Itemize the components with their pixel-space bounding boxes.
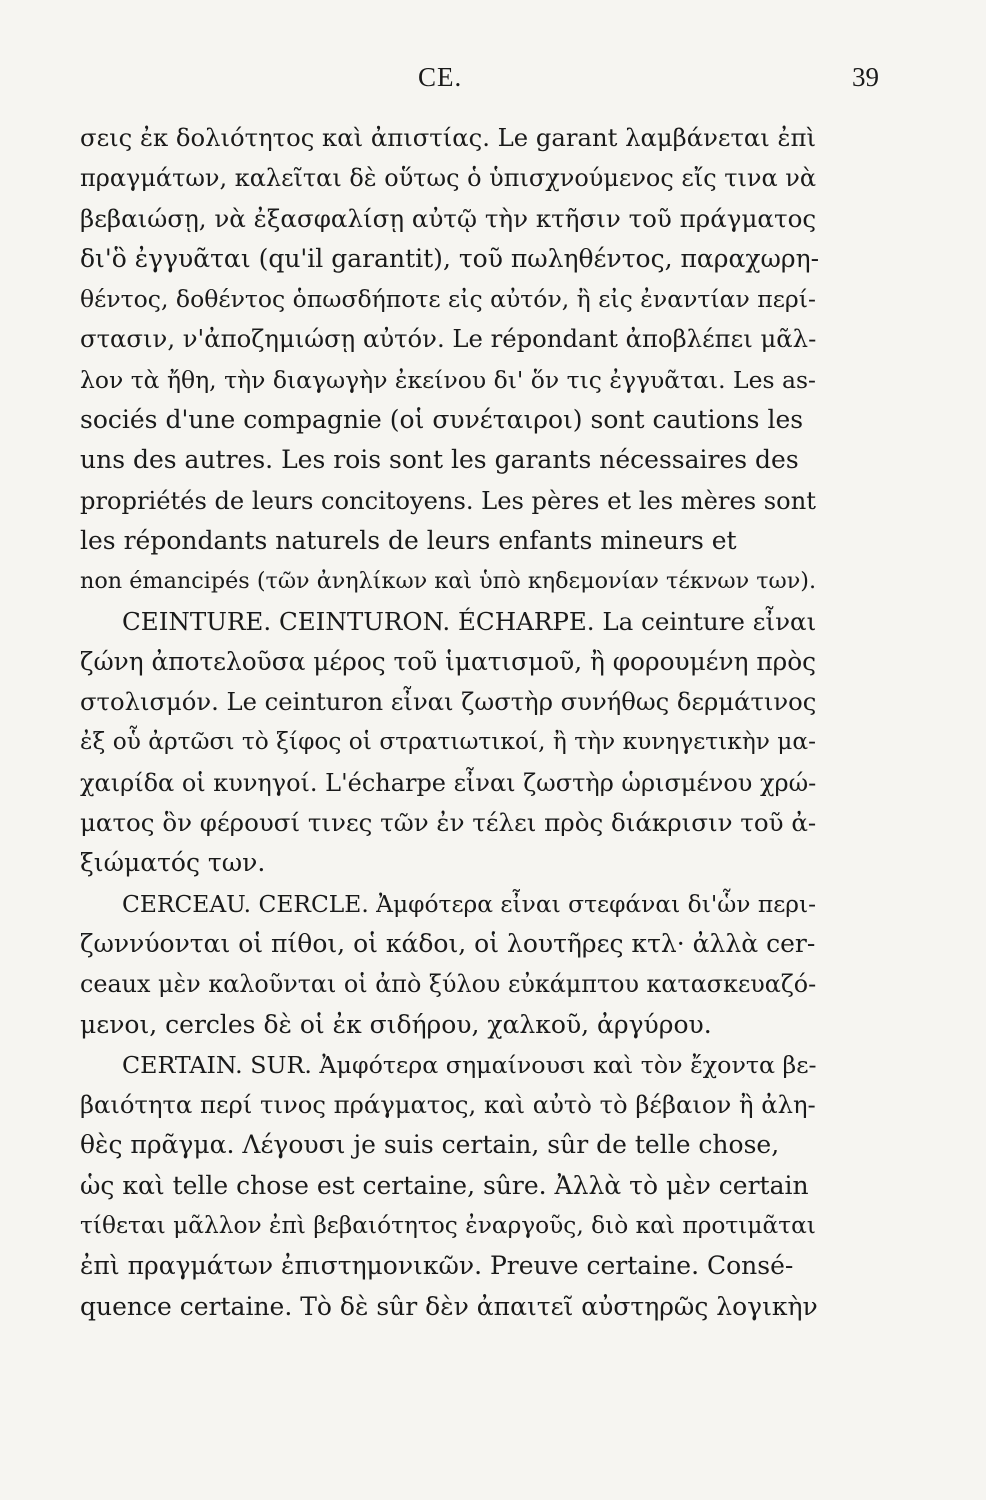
body-text xyxy=(80,118,820,1327)
text-line: βαιότητα περί τινος πράγματος, καὶ αὐτὸ τὸ βέβαιον ἢ ἀλη- xyxy=(80,1090,816,1120)
text-line: λον τὰ ἤθη, τὴν διαγωγὴν ἐκείνου δι' ὅν τις ἐγγυᾶται. Les as- xyxy=(80,365,816,394)
text-line: ceaux μὲν καλοῦνται οἱ ἀπὸ ξύλου εὐκάμπτου κατασκευαζό- xyxy=(80,970,817,999)
text-line: les répondants naturels de leurs enfants mineurs et xyxy=(80,525,737,555)
text-line: uns des autres. Les rois sont les garants nécessaires des xyxy=(80,445,799,475)
text-line: χαιρίδα οἱ κυνηγοί. L'écharpe εἶναι ζωστὴρ ὡρισμένου χρώ- xyxy=(80,768,817,797)
text-line: quence certaine. Τὸ δὲ sûr δὲν ἀπαιτεῖ αὐστηρῶς λογικὴν xyxy=(80,1291,818,1321)
entry-heading-line: CEINTURE. CEINTURON. ÉCHARPE. La ceinture εἶναι xyxy=(122,606,817,636)
text-line: βεβαιώσῃ, νὰ ἐξασφαλίσῃ αὐτῷ τὴν κτῆσιν τοῦ πράγματος xyxy=(80,203,817,233)
text-line: ἐξ οὗ ἀρτῶσι τὸ ξίφος οἱ στρατιωτικοί, ἢ τὴν κυνηγετικὴν μα- xyxy=(80,728,817,756)
running-head-title: CE. xyxy=(418,62,463,92)
text-line: sociés d'une compagnie (οἱ συνέταιροι) sont cautions les xyxy=(80,405,804,435)
running-head xyxy=(0,62,986,102)
text-line: πραγμάτων, καλεῖται δὲ οὕτως ὁ ὑπισχνούμενος εἴς τινα νὰ xyxy=(80,164,817,193)
text-line: στολισμόν. Le ceinturon εἶναι ζωστὴρ συνήθως δερμάτινος xyxy=(80,687,817,717)
text-line: ὡς καὶ telle chose est certaine, sûre. Ἀλλὰ τὸ μὲν certain xyxy=(80,1170,809,1200)
text-line: ζώνη ἀποτελοῦσα μέρος τοῦ ἱματισμοῦ, ἢ φορουμένη πρὸς xyxy=(80,646,817,676)
text-line: σεις ἐκ δολιότητος καὶ ἀπιστίας. Le garant λαμβάνεται ἐπὶ xyxy=(80,123,817,152)
text-line: στασιν, ν'ἀποζημιώσῃ αὐτόν. Le répondant ἀποβλέπει μᾶλ- xyxy=(80,324,817,354)
text-line: propriétés de leurs concitoyens. Les pères et les mères sont xyxy=(80,486,816,515)
entry-heading-line: CERCEAU. CERCLE. Ἀμφότερα εἶναι στεφάναι δι'ὧν περι- xyxy=(122,889,817,918)
text-line: ἐπὶ πραγμάτων ἐπιστημονικῶν. Preuve certaine. Consé- xyxy=(80,1251,794,1281)
text-line: θέντος, δοθέντος ὁπωσδήποτε εἰς αὐτόν, ἢ εἰς ἐναντίαν περί- xyxy=(80,285,816,314)
text-line: μενοι, cercles δὲ οἱ ἐκ σιδήρου, χαλκοῦ, ἀργύρου. xyxy=(80,1009,712,1039)
page-number: 39 xyxy=(852,62,879,92)
text-line: δι'ὃ ἐγγυᾶται (qu'il garantit), τοῦ πωληθέντος, παραχωρη- xyxy=(80,243,820,273)
text-line: ζωννύονται οἱ πίθοι, οἱ κάδοι, οἱ λουτῆρες κτλ· ἀλλὰ cer- xyxy=(80,928,816,958)
text-line: ξιώματός των. xyxy=(80,848,266,878)
entry-heading-line: CERTAIN. SUR. Ἀμφότερα σημαίνουσι καὶ τὸν ἔχοντα βε- xyxy=(122,1050,817,1079)
text-line: non émancipés (τῶν ἀνηλίκων καὶ ὑπὸ κηδεμονίαν τέκνων των). xyxy=(80,568,817,595)
text-line: ματος ὃν φέρουσί τινες τῶν ἐν τέλει πρὸς διάκρισιν τοῦ ἀ- xyxy=(80,808,817,838)
text-line: τίθεται μᾶλλον ἐπὶ βεβαιότητος ἐναργοῦς, διὸ καὶ προτιμᾶται xyxy=(80,1212,816,1240)
text-line: θὲς πρᾶγμα. Λέγουσι je suis certain, sûr de telle chose, xyxy=(80,1130,780,1160)
